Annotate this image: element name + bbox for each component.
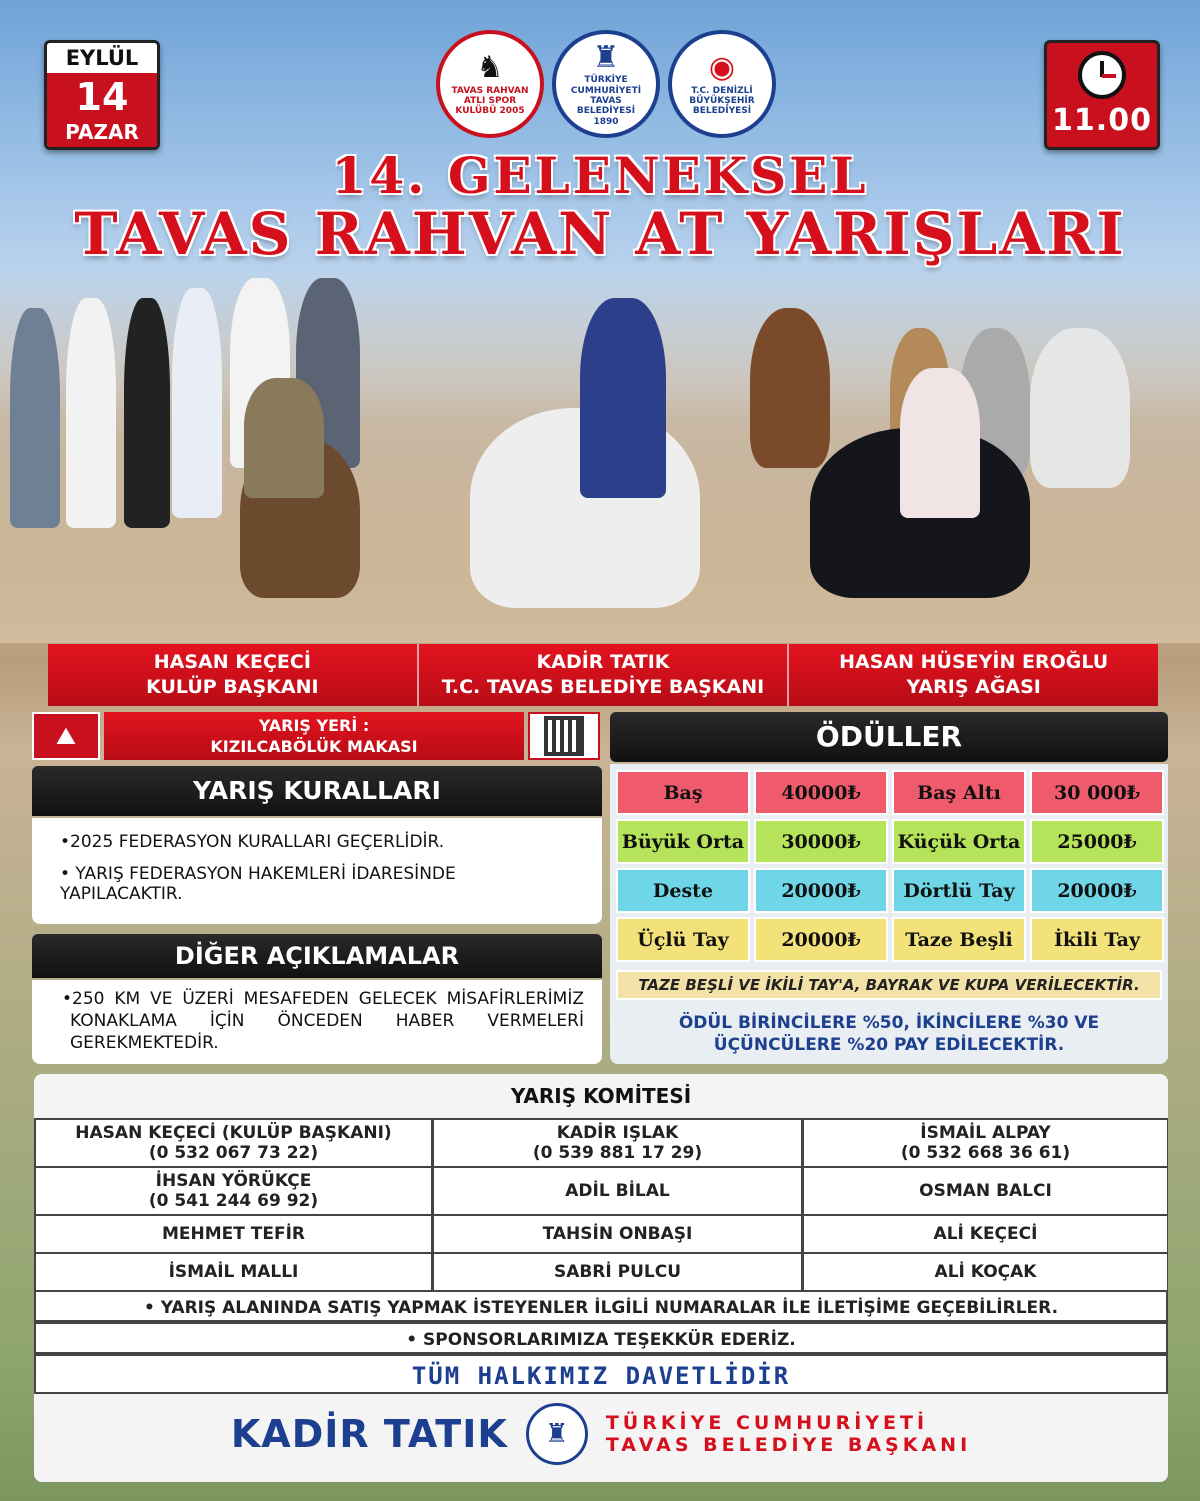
sponsor-note: • SPONSORLARIMIZA TEŞEKKÜR EDERİZ. [34, 1322, 1168, 1354]
date-weekday: PAZAR [47, 121, 157, 147]
committee-member: ALİ KOÇAK [802, 1252, 1168, 1292]
prizes-panel [610, 764, 1168, 1064]
mayor-office: TÜRKİYE CUMHURİYETİ TAVAS BELEDİYE BAŞKANI [605, 1412, 972, 1456]
mayor-name: KADİR TATIK [230, 1412, 508, 1456]
committee-member: ADİL BİLAL [432, 1166, 803, 1216]
prize-cell: Taze Beşli [892, 917, 1026, 962]
committee-row [34, 1118, 1168, 1166]
prize-cell: Üçlü Tay [616, 917, 750, 962]
prize-share: ÖDÜL BİRİNCİLERE %50, İKİNCİLERE %30 VE ÜÇÜNCÜLERE %20 PAY EDİLECEKTİR. [678, 1013, 1100, 1055]
prizes-title: ÖDÜLLER [610, 712, 1168, 762]
committee-title: YARIŞ KOMİTESİ [510, 1084, 692, 1108]
prize-cell: Deste [616, 868, 750, 913]
event-photo [0, 268, 1200, 643]
committee-member: TAHSİN ONBAŞI [432, 1214, 803, 1254]
prize-cell: 25000₺ [1030, 819, 1164, 864]
official-mayor: KADİR TATIK T.C. TAVAS BELEDİYE BAŞKANI [419, 644, 790, 706]
rules-title: YARIŞ KURALLARI [32, 766, 602, 816]
committee-member: İSMAİL ALPAY (0 532 668 36 61) [802, 1118, 1168, 1168]
prize-cell: Küçük Orta [892, 819, 1026, 864]
committee-member: ALİ KEÇECİ [802, 1214, 1168, 1254]
prize-cell: Büyük Orta [616, 819, 750, 864]
officials-strip [48, 644, 1158, 706]
municipality-seal-icon: ♜ [526, 1403, 588, 1465]
footer-signature [34, 1394, 1168, 1474]
invitation: TÜM HALKIMIZ DAVETLİDİR [34, 1354, 1168, 1394]
prize-cell: 30000₺ [754, 819, 888, 864]
event-title-line2: TAVAS RAHVAN AT YARIŞLARI [74, 200, 1126, 268]
clock-icon [1078, 51, 1126, 99]
prize-cell: İkili Tay [1030, 917, 1164, 962]
qr-code-icon [544, 716, 584, 756]
prize-cell: 30 000₺ [1030, 770, 1164, 815]
prize-cell: 20000₺ [754, 917, 888, 962]
prize-grid [616, 770, 1164, 962]
committee-panel [34, 1074, 1168, 1482]
date-badge [44, 40, 160, 150]
rule-item: •2025 FEDERASYON KURALLARI GEÇERLİDİR. [60, 832, 445, 852]
committee-member: OSMAN BALCI [802, 1166, 1168, 1216]
committee-row [34, 1252, 1168, 1290]
statue-icon: ♜ [592, 39, 620, 75]
committee-member: SABRİ PULCU [432, 1252, 803, 1292]
committee-member: İHSAN YÖRÜKÇE (0 541 244 69 92) [34, 1166, 433, 1216]
metro-logo: ◉ T.C. DENİZLİ BÜYÜKŞEHİR BELEDİYESİ [668, 30, 776, 138]
committee-row [34, 1166, 1168, 1214]
date-day: 14 [47, 73, 157, 121]
committee-row [34, 1214, 1168, 1252]
rule-item: • YARIŞ FEDERASYON HAKEMLERİ İDARESİNDE YAPILACAKTIR. [60, 864, 456, 904]
prize-cell: Dörtlü Tay [892, 868, 1026, 913]
other-title: DİĞER AÇIKLAMALAR [32, 934, 602, 978]
prize-cell: 20000₺ [754, 868, 888, 913]
rules-body [32, 818, 602, 924]
venue-place: KIZILCABÖLÜK MAKASI [210, 737, 418, 756]
time-badge [1044, 40, 1160, 150]
event-title-line1: 14. GELENEKSEL [331, 146, 869, 205]
prize-cell: 20000₺ [1030, 868, 1164, 913]
official-club-president: HASAN KEÇECİ KULÜP BAŞKANI [48, 644, 419, 706]
start-time: 11.00 [1052, 103, 1152, 138]
committee-member: HASAN KEÇECİ (KULÜP BAŞKANI) (0 532 067 73 22) [34, 1118, 433, 1168]
committee-member: İSMAİL MALLI [34, 1252, 433, 1292]
qr-code[interactable] [528, 712, 600, 760]
emblem-icon: ◉ [708, 50, 736, 86]
sales-note: • YARIŞ ALANINDA SATIŞ YAPMAK İSTEYENLER İLGİLİ NUMARALAR İLE İLETİŞİME GEÇEBİLİRLER. [34, 1290, 1168, 1322]
prize-cell: Baş Altı [892, 770, 1026, 815]
prize-cell: 40000₺ [754, 770, 888, 815]
venue-box [104, 712, 524, 760]
committee-member: MEHMET TEFİR [34, 1214, 433, 1254]
committee-member: KADİR IŞLAK (0 539 881 17 29) [432, 1118, 803, 1168]
date-month: EYLÜL [47, 43, 157, 73]
other-body: •250 KM VE ÜZERİ MESAFEDEN GELECEK MİSAFİRLERİMİZ KONAKLAMA İÇİN ÖNCEDEN HABER VERMELERİ GEREKMEKTEDİR. [32, 980, 602, 1064]
club-logo: ♞ TAVAS RAHVAN ATLI SPOR KULÜBÜ 2005 [436, 30, 544, 138]
municipality-logo: ♜ TÜRKİYE CUMHURİYETİ TAVAS BELEDİYESİ 1890 [552, 30, 660, 138]
map-icon: ⛰ [32, 712, 100, 760]
official-race-master: HASAN HÜSEYİN EROĞLU YARIŞ AĞASI [839, 651, 1109, 698]
prize-cell: Baş [616, 770, 750, 815]
venue-label: YARIŞ YERİ : [258, 716, 370, 735]
prize-note: TAZE BEŞLİ VE İKİLİ TAY'A, BAYRAK VE KUPA VERİLECEKTİR. [616, 970, 1162, 1000]
horse-icon: ♞ [476, 50, 504, 86]
